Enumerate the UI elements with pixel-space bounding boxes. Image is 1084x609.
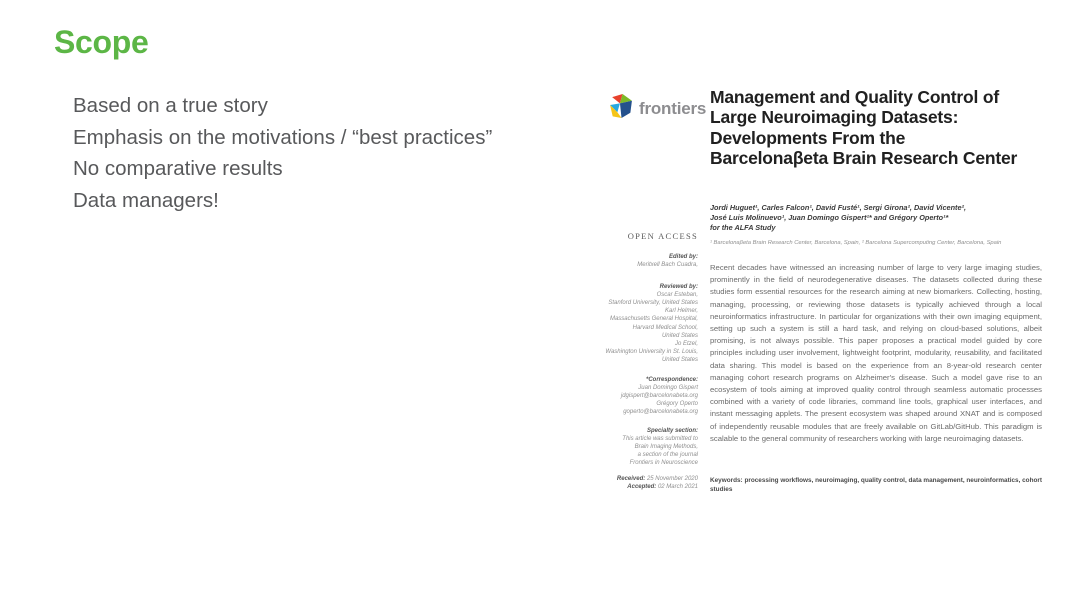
reviewer-line: Stanford University, United States [608, 300, 698, 307]
specialty-label: Specialty section: [646, 427, 698, 434]
open-access-label: OPEN ACCESS [627, 231, 698, 241]
correspondence-line: Grégory Operto [656, 401, 698, 408]
frontiers-logo-text: frontiers [639, 98, 707, 118]
specialty-line: Frontiers in Neuroscience [629, 460, 698, 467]
bullet-line: Based on a true story [73, 94, 268, 117]
authors-line: José Luis Molinuevo¹, Juan Domingo Gispert¹* and Grégory Operto¹* [710, 212, 949, 222]
reviewer-line: Karl Helmer, [664, 308, 698, 315]
bullet-list [73, 90, 492, 216]
paper-title: Management and Quality Control of Large Neuroimaging Datasets: Developments From the Barcelonaβeta Brain Research Center [710, 87, 1018, 169]
paper-abstract: Recent decades have witnessed an increasing number of large to very large imaging studies, prominently in the field of neurodegenerative diseases. The datasets collected during these studies form essential resources for the research aiming at new biomarkers. Collecting, hosting, managing, processing, or reviewing those datasets is typically achieved through a local neuroinformatics infrastructure. In particular for organizations with their own imaging equipment, setting up such a system is still a hard task, and relying on cloud-based solutions, albeit promising, is not always possible. This paper proposes a practical model guided by core principles including user involvement, lightweight footprint, modularity, reusability, and facilitated data sharing. This model is based on the experience from an 8-year-old research center managing cohort research programs on Alzheimer's disease. Such a model gave rise to an ecosystem of tools aiming at improved quality control through seamless automatic processes combined with a variety of code libraries, command line tools, graphical user interfaces, and instant messaging applets. The present ecosystem was shaped around XNAT and is composed of independently reusable modules that are freely available on GitLab/GitHub. This paradigm is scalable to the general community of researchers working with large neuroimaging datasets. [710, 263, 1042, 443]
received-date: 25 November 2020 [646, 475, 698, 482]
bullet-line: Data managers! [73, 188, 219, 212]
paper-first-page-figure [600, 85, 1052, 503]
edited-by-label: Edited by: [668, 254, 698, 261]
reviewer-line: Massachusetts General Hospital, [609, 316, 698, 323]
bullet-line: Emphasis on the motivations / “best practices” [73, 125, 493, 149]
paper-authors [710, 203, 1030, 232]
correspondence-line: Juan Domingo Gispert [638, 384, 698, 391]
paper-affiliations: ¹ Barcelonaβeta Brain Research Center, Barcelona, Spain, ² Barcelona Supercomputing Center, Barcelona, Spain [710, 240, 1002, 246]
paper-keywords: Keywords: processing workflows, neuroimaging, quality control, data management, neuroinformatics, cohort studies [710, 477, 1043, 493]
specialty-line: Brain Imaging Methods, [634, 444, 698, 451]
paper-sidebar [604, 232, 698, 491]
accepted-date: 02 March 2021 [657, 483, 698, 490]
reviewer-line: United States [661, 332, 698, 339]
accepted-line [604, 483, 698, 491]
reviewed-by-label: Reviewed by: [659, 283, 698, 290]
correspondence-email: goperto@barcelonabeta.org [623, 409, 698, 416]
authors-line: for the ALFA Study [710, 222, 776, 232]
reviewed-by-section [604, 283, 698, 365]
received-label: Received: [616, 475, 646, 482]
page-title: Scope [54, 24, 149, 60]
frontiers-logo-icon [608, 93, 634, 124]
specialty-line: This article was submitted to [622, 435, 698, 442]
authors-line: Jordi Huguet¹, Carles Falcon¹, David Fusté¹, Sergi Girona², David Vicente², [710, 203, 966, 212]
edited-by-section [604, 253, 698, 269]
accepted-label: Accepted: [627, 483, 657, 490]
correspondence-email: jdgispert@barcelonabeta.org [620, 393, 698, 400]
specialty-section [604, 427, 698, 468]
reviewer-line: Jo Etzel, [674, 341, 698, 348]
received-line [604, 475, 698, 483]
reviewer-line: United States [661, 357, 698, 364]
reviewer-line: Harvard Medical School, [632, 324, 698, 331]
specialty-line: a section of the journal [637, 452, 698, 459]
editor-name: Meritxell Bach Cuadra, [637, 262, 698, 269]
frontiers-logo [608, 93, 706, 124]
reviewer-line: Washington University in St. Louis, [605, 349, 698, 356]
correspondence-section [604, 376, 698, 417]
correspondence-label: *Correspondence: [645, 376, 698, 383]
bullet-line: No comparative results [73, 157, 283, 181]
reviewer-line: Oscar Esteban, [656, 291, 698, 298]
